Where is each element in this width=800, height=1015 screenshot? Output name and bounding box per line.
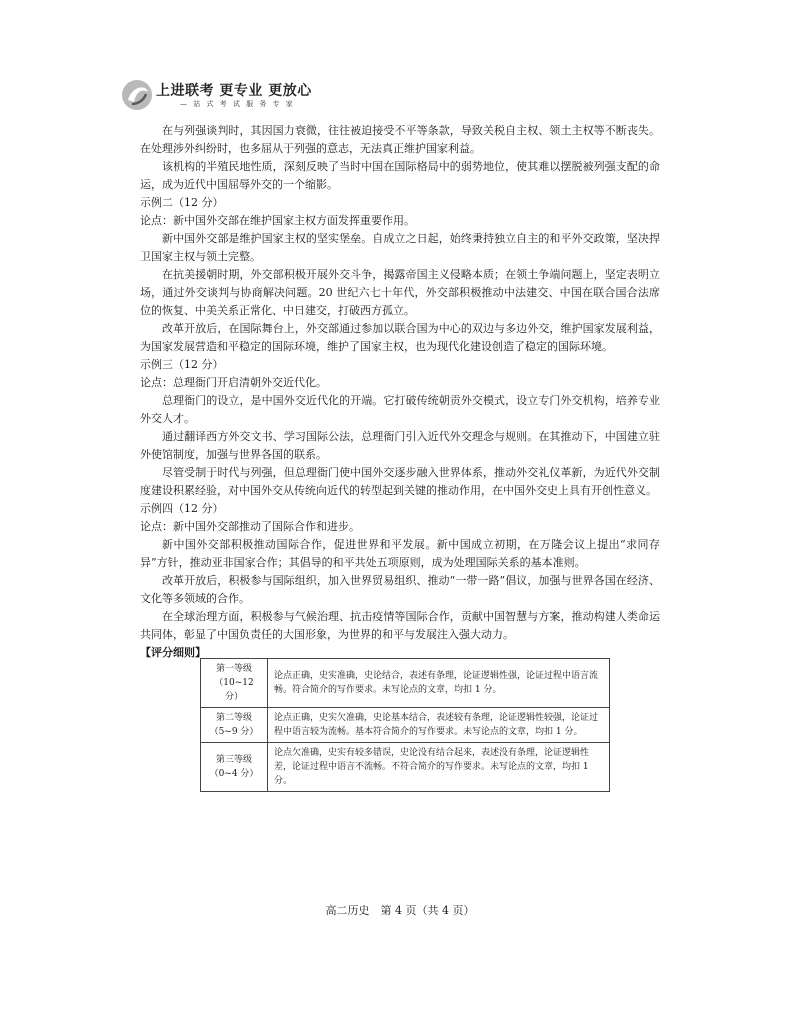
paragraph: 新中国外交部是维护国家主权的坚实堡垒。自成立之日起，始终秉持独立自主的和平外交政策，坚决捍卫国家主权与领土完整。 (140, 232, 660, 263)
paragraph: 示例四（12 分） (140, 502, 224, 515)
rubric-description: 论点欠准确，史实有较多错误，史论没有结合起来，表述没有条理，论证逻辑性差，论证过程中语言不流畅。不符合简介的写作要求。未写论点的文章，均扣 1 分。 (268, 743, 610, 792)
rubric-description: 论点正确，史实准确，史论结合，表述有条理，论证逻辑性强，论证过程中语言流畅。符合简介的写作要求。未写论点的文章，均扣 1 分。 (268, 659, 610, 708)
rubric-level-range: （0~4 分） (209, 769, 259, 779)
paragraph: 该机构的半殖民地性质，深刻反映了当时中国在国际格局中的弱势地位，使其难以摆脱被列强支配的命运，成为近代中国屈辱外交的一个缩影。 (140, 160, 660, 191)
rubric-description: 论点正确，史实欠准确，史论基本结合，表述较有条理，论证逻辑性较强，论证过程中语言较为流畅。基本符合简介的写作要求。未写论点的文章，均扣 1 分。 (268, 708, 610, 743)
rubric-row (201, 743, 610, 792)
rubric-level-name: 第一等级 (215, 664, 252, 674)
header (120, 78, 320, 112)
paragraph: 在与列强谈判时，其因国力衰微，往往被迫接受不平等条款，导致关税自主权、领土主权等不断丧失。在处理涉外纠纷时，也多屈从于列强的意志，无法真正维护国家利益。 (140, 124, 660, 155)
rubric-level-name: 第二等级 (215, 713, 252, 723)
scoring-section-title: 【评分细则】 (140, 646, 206, 659)
paragraph: 在抗美援朝时期，外交部积极开展外交斗争，揭露帝国主义侵略本质；在领土争端问题上，坚定表明立场，通过外交谈判与协商解决问题。20 世纪六七十年代，外交部积极推动中法建交、中国在联合国合法席位的恢复、中美关系正常化、中日建交，打破西方孤立。 (140, 268, 660, 317)
scoring-rubric-table (200, 658, 610, 792)
paragraph: 示例三（12 分） (140, 358, 224, 371)
rubric-row (201, 659, 610, 708)
paragraph: 改革开放后，在国际舞台上，外交部通过参加以联合国为中心的双边与多边外交，维护国家发展利益，为国家发展营造和平稳定的国际环境，维护了国家主权，也为现代化建设创造了稳定的国际环境。 (140, 322, 660, 353)
paragraph: 总理衙门的设立，是中国外交近代化的开端。它打破传统朝贡外交模式，设立专门外交机构，培养专业外交人才。 (140, 394, 660, 425)
rubric-level (201, 708, 268, 743)
paragraph: 通过翻译西方外交文书、学习国际公法，总理衙门引入近代外交理念与规则。在其推动下，中国建立驻外使馆制度，加强与世界各国的联系。 (140, 430, 660, 461)
rubric-level (201, 659, 268, 708)
paragraph: 论点：新中国外交部推动了国际合作和进步。 (140, 520, 360, 533)
paragraph: 论点：新中国外交部在维护国家主权方面发挥重要作用。 (140, 214, 415, 227)
logo-icon (120, 78, 156, 112)
brand-slogan: 上进联考 更专业 更放心 (156, 83, 312, 99)
paragraph: 新中国外交部积极推动国际合作，促进世界和平发展。新中国成立初期，在万隆会议上提出“求同存异”方针，推动亚非国家合作；其倡导的和平共处五项原则，成为处理国际关系的基本准则。 (140, 538, 660, 569)
paragraph: 尽管受制于时代与列强，但总理衙门使中国外交逐步融入世界体系，推动外交礼仪革新，为近代外交制度建设积累经验，对中国外交从传统向近代的转型起到关键的推动作用，在中国外交史上具有开创性意义。 (140, 466, 660, 497)
page-footer: 高二历史 第 4 页（共 4 页） (325, 904, 475, 917)
rubric-level-name: 第三等级 (215, 755, 252, 765)
rubric-level-range: （5~9 分） (209, 727, 259, 737)
paragraph: 论点：总理衙门开启清朝外交近代化。 (140, 376, 327, 389)
rubric-row (201, 708, 610, 743)
paragraph: 改革开放后，积极参与国际组织，加入世界贸易组织、推动“一带一路”倡议，加强与世界各国在经济、文化等多领域的合作。 (140, 574, 660, 605)
rubric-level (201, 743, 268, 792)
brand-tagline: — 站 式 考 试 服 务 专 家 (180, 100, 295, 108)
rubric-level-range: （10~12 分） (214, 678, 254, 702)
answer-content (140, 122, 660, 662)
paragraph-list (140, 122, 660, 644)
paragraph: 示例二（12 分） (140, 196, 224, 209)
paragraph: 在全球治理方面，积极参与气候治理、抗击疫情等国际合作，贡献中国智慧与方案，推动构建人类命运共同体，彰显了中国负责任的大国形象，为世界的和平与发展注入强大动力。 (140, 610, 660, 641)
